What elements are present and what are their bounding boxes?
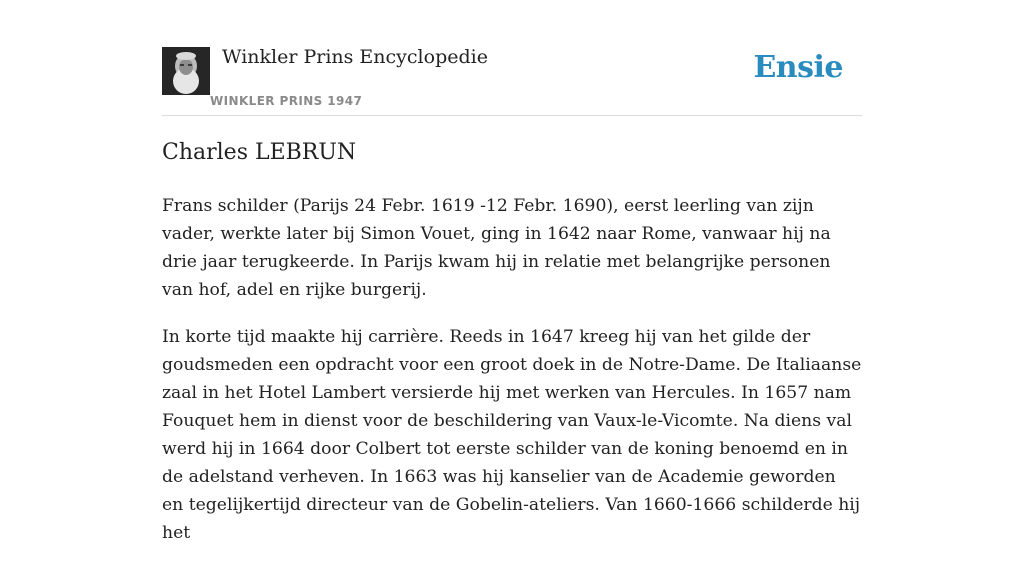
source-subtitle: WINKLER PRINS 1947 xyxy=(210,94,363,108)
article-paragraph: Frans schilder (Parijs 24 Febr. 1619 -12 Febr. 1690), eerst leerling van zijn vader, werkte later bij Simon Vouet, ging in 1642 naar Rome, vanwaar hij na drie jaar terugkeerde. In Parijs kwam hij in relatie met belangrijke personen van hof, adel en rijke burgerij. xyxy=(162,196,831,300)
bearded-man-portrait-icon xyxy=(162,47,210,95)
article-body xyxy=(162,192,862,566)
source-avatar[interactable] xyxy=(162,47,210,95)
article-title: Charles LEBRUN xyxy=(162,140,357,165)
source-header xyxy=(162,40,862,116)
brand-logo[interactable]: Ensie xyxy=(753,50,843,85)
article-paragraph: In korte tijd maakte hij carrière. Reeds in 1647 kreeg hij van het gilde der goudsmeden een opdracht voor een groot doek in de Notre-Dame. De Italiaanse zaal in het Hotel Lambert versierde hij met werken van Hercules. In 1657 nam Fouquet hem in dienst voor de beschildering van Vaux-le-Vicomte. Na diens val werd hij in 1664 door Colbert tot eerste schilder van de koning benoemd en in de adelstand verheven. In 1663 was hij kanselier van de Academie geworden en tegelijkertijd directeur van de Gobelin-ateliers. Van 1660-1666 schilderde hij het xyxy=(162,327,862,543)
source-title[interactable]: Winkler Prins Encyclopedie xyxy=(222,46,488,68)
